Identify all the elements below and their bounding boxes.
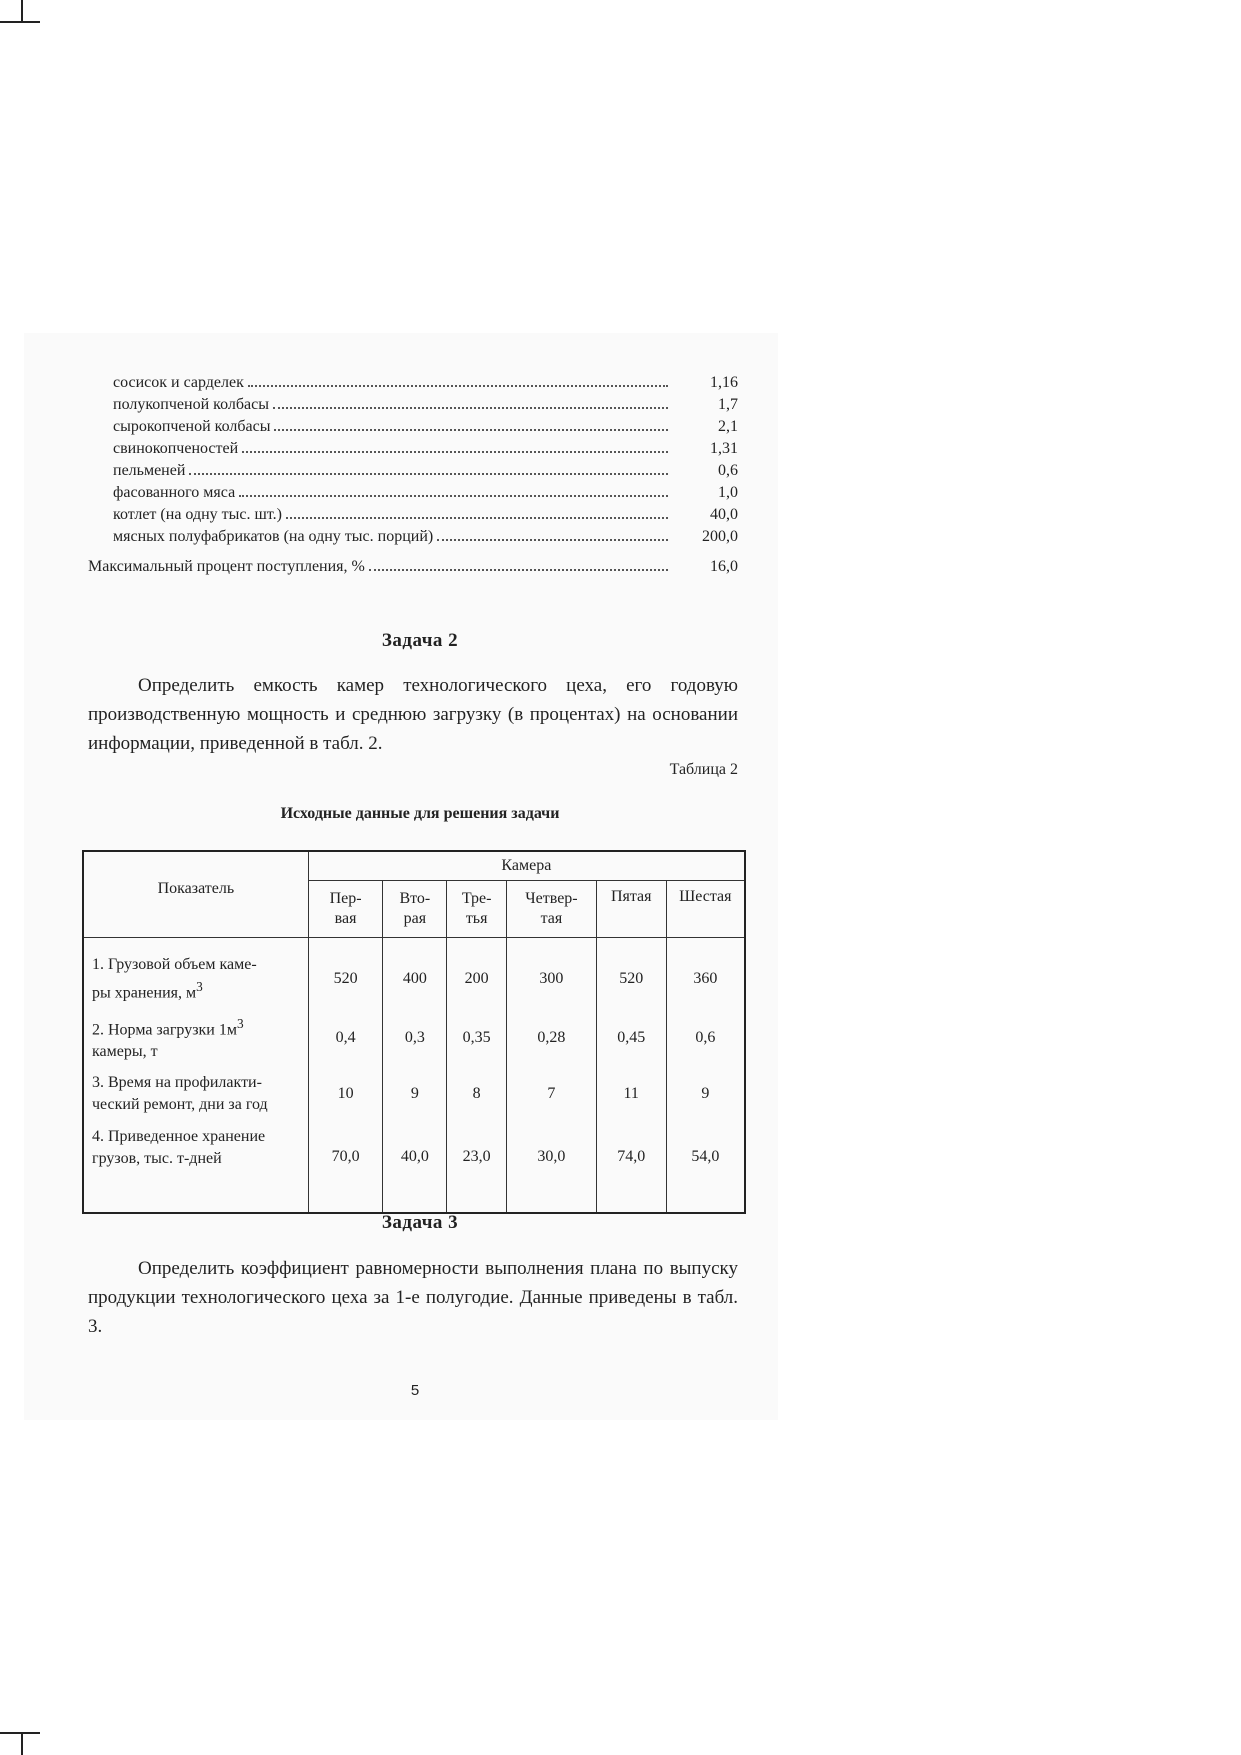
norm-label: пельменей: [113, 462, 186, 479]
table-cell: 520: [308, 938, 383, 1011]
row-indicator: 4. Приведенное хранение грузов, тыс. т-дней: [92, 1128, 266, 1167]
norm-label: мясных полуфабрикатов (на одну тыс. порций): [113, 528, 434, 545]
task3-text: Определить коэффициент равномерности выполнения плана по выпуску продукции технологического цеха за 1-е полугодие. Данные приведены в табл. 3.: [88, 1258, 738, 1337]
dotted-leader: [369, 569, 668, 571]
dotted-leader: [248, 385, 668, 387]
dotted-leader: [286, 517, 668, 519]
norm-value: 0,6: [718, 462, 738, 479]
row-indicator: 3. Время на профилакти- ческий ремонт, дни за год: [92, 1074, 268, 1113]
norm-value: 1,0: [718, 484, 738, 501]
table-cell: 400: [383, 938, 447, 1011]
table-row: [83, 1010, 745, 1066]
norm-value: 200,0: [702, 528, 738, 545]
row-indicator: 1. Грузовой объем каме- ры хранения, $м^3$: [92, 955, 257, 1002]
task3-heading: Задача 3: [381, 1212, 459, 1233]
norm-row: [88, 438, 738, 460]
table-cell: 54,0: [666, 1122, 745, 1213]
norm-value: 1,16: [710, 374, 738, 391]
norm-value: 2,1: [718, 418, 738, 435]
table-cell: 360: [666, 938, 745, 1011]
dotted-leader: [242, 451, 668, 453]
norm-label: котлет (на одну тыс. шт.): [113, 506, 282, 523]
column-header: Пер- вая: [308, 881, 383, 938]
table-cell: 0,35: [447, 1010, 507, 1066]
norms-list: [88, 372, 738, 578]
table-cell: 200: [447, 938, 507, 1011]
table-cell: 11: [596, 1066, 666, 1122]
norm-row: [88, 482, 738, 504]
table-cell: 30,0: [507, 1122, 597, 1213]
table-cell: 23,0: [447, 1122, 507, 1213]
norm-value: 1,31: [710, 440, 738, 457]
column-header: Шестая: [666, 881, 745, 938]
table-cell: 0,28: [507, 1010, 597, 1066]
column-header: Вто- рая: [383, 881, 447, 938]
norm-row: [88, 460, 738, 482]
table-cell: 9: [383, 1066, 447, 1122]
norm-row: [88, 504, 738, 526]
table-cell: 7: [507, 1066, 597, 1122]
norm-label: фасованного мяса: [113, 484, 236, 501]
table-cell: 9: [666, 1066, 745, 1122]
table-row: [83, 938, 745, 1011]
norm-row: [88, 526, 738, 548]
table-cell: 520: [596, 938, 666, 1011]
page-number: 5: [410, 1382, 420, 1399]
dotted-leader: [274, 429, 668, 431]
norm-row: [88, 416, 738, 438]
table-row: [83, 1122, 745, 1213]
task2-heading: Задача 2: [381, 630, 459, 651]
table-cell: 70,0: [308, 1122, 383, 1213]
table2-label: Таблица 2: [669, 761, 738, 778]
group-header-camera: Камера: [308, 851, 745, 881]
task2-text: Определить емкость камер технологического цеха, его годовую производственную мощность и среднюю загрузку (в процентах) на основании информации, приведенной в табл. 2.: [88, 675, 738, 754]
crop-mark-top-horizontal: [0, 21, 40, 23]
table-row: [83, 1066, 745, 1122]
dotted-leader: [189, 473, 668, 475]
table-header-row: [83, 851, 745, 881]
max-percent-value: 16,0: [710, 558, 738, 575]
norm-row: [88, 394, 738, 416]
table-cell: 0,4: [308, 1010, 383, 1066]
column-header: Тре- тья: [447, 881, 507, 938]
indicator-header: Показатель: [83, 851, 308, 938]
table-cell: 300: [507, 938, 597, 1011]
dotted-leader: [239, 495, 668, 497]
table-cell: 0,3: [383, 1010, 447, 1066]
table-cell: 74,0: [596, 1122, 666, 1213]
column-header: Четвер- тая: [507, 881, 597, 938]
norm-row: [88, 372, 738, 394]
norm-label: свинокопченостей: [113, 440, 239, 457]
crop-mark-top-vertical: [21, 0, 23, 22]
norm-label: полукопченой колбасы: [113, 396, 269, 413]
table-cell: 0,45: [596, 1010, 666, 1066]
table-cell: 40,0: [383, 1122, 447, 1213]
table2: [82, 850, 746, 1214]
norm-value: 40,0: [710, 506, 738, 523]
table-cell: 0,6: [666, 1010, 745, 1066]
max-percent-label: Максимальный процент поступления, %: [88, 558, 365, 575]
crop-mark-bottom-horizontal: [0, 1732, 40, 1734]
column-header: Пятая: [596, 881, 666, 938]
norm-label: сосисок и сарделек: [113, 374, 244, 391]
norm-label: сырокопченой колбасы: [113, 418, 271, 435]
row-indicator: 2. Норма загрузки $1м^3$ камеры, т: [92, 1015, 244, 1061]
max-percent-row: [88, 556, 738, 578]
dotted-leader: [437, 539, 668, 541]
norm-value: 1,7: [718, 396, 738, 413]
dotted-leader: [273, 407, 668, 409]
table-cell: 8: [447, 1066, 507, 1122]
table2-title: Исходные данные для решения задачи: [280, 805, 560, 822]
table-cell: 10: [308, 1066, 383, 1122]
crop-mark-bottom-vertical: [21, 1732, 23, 1755]
